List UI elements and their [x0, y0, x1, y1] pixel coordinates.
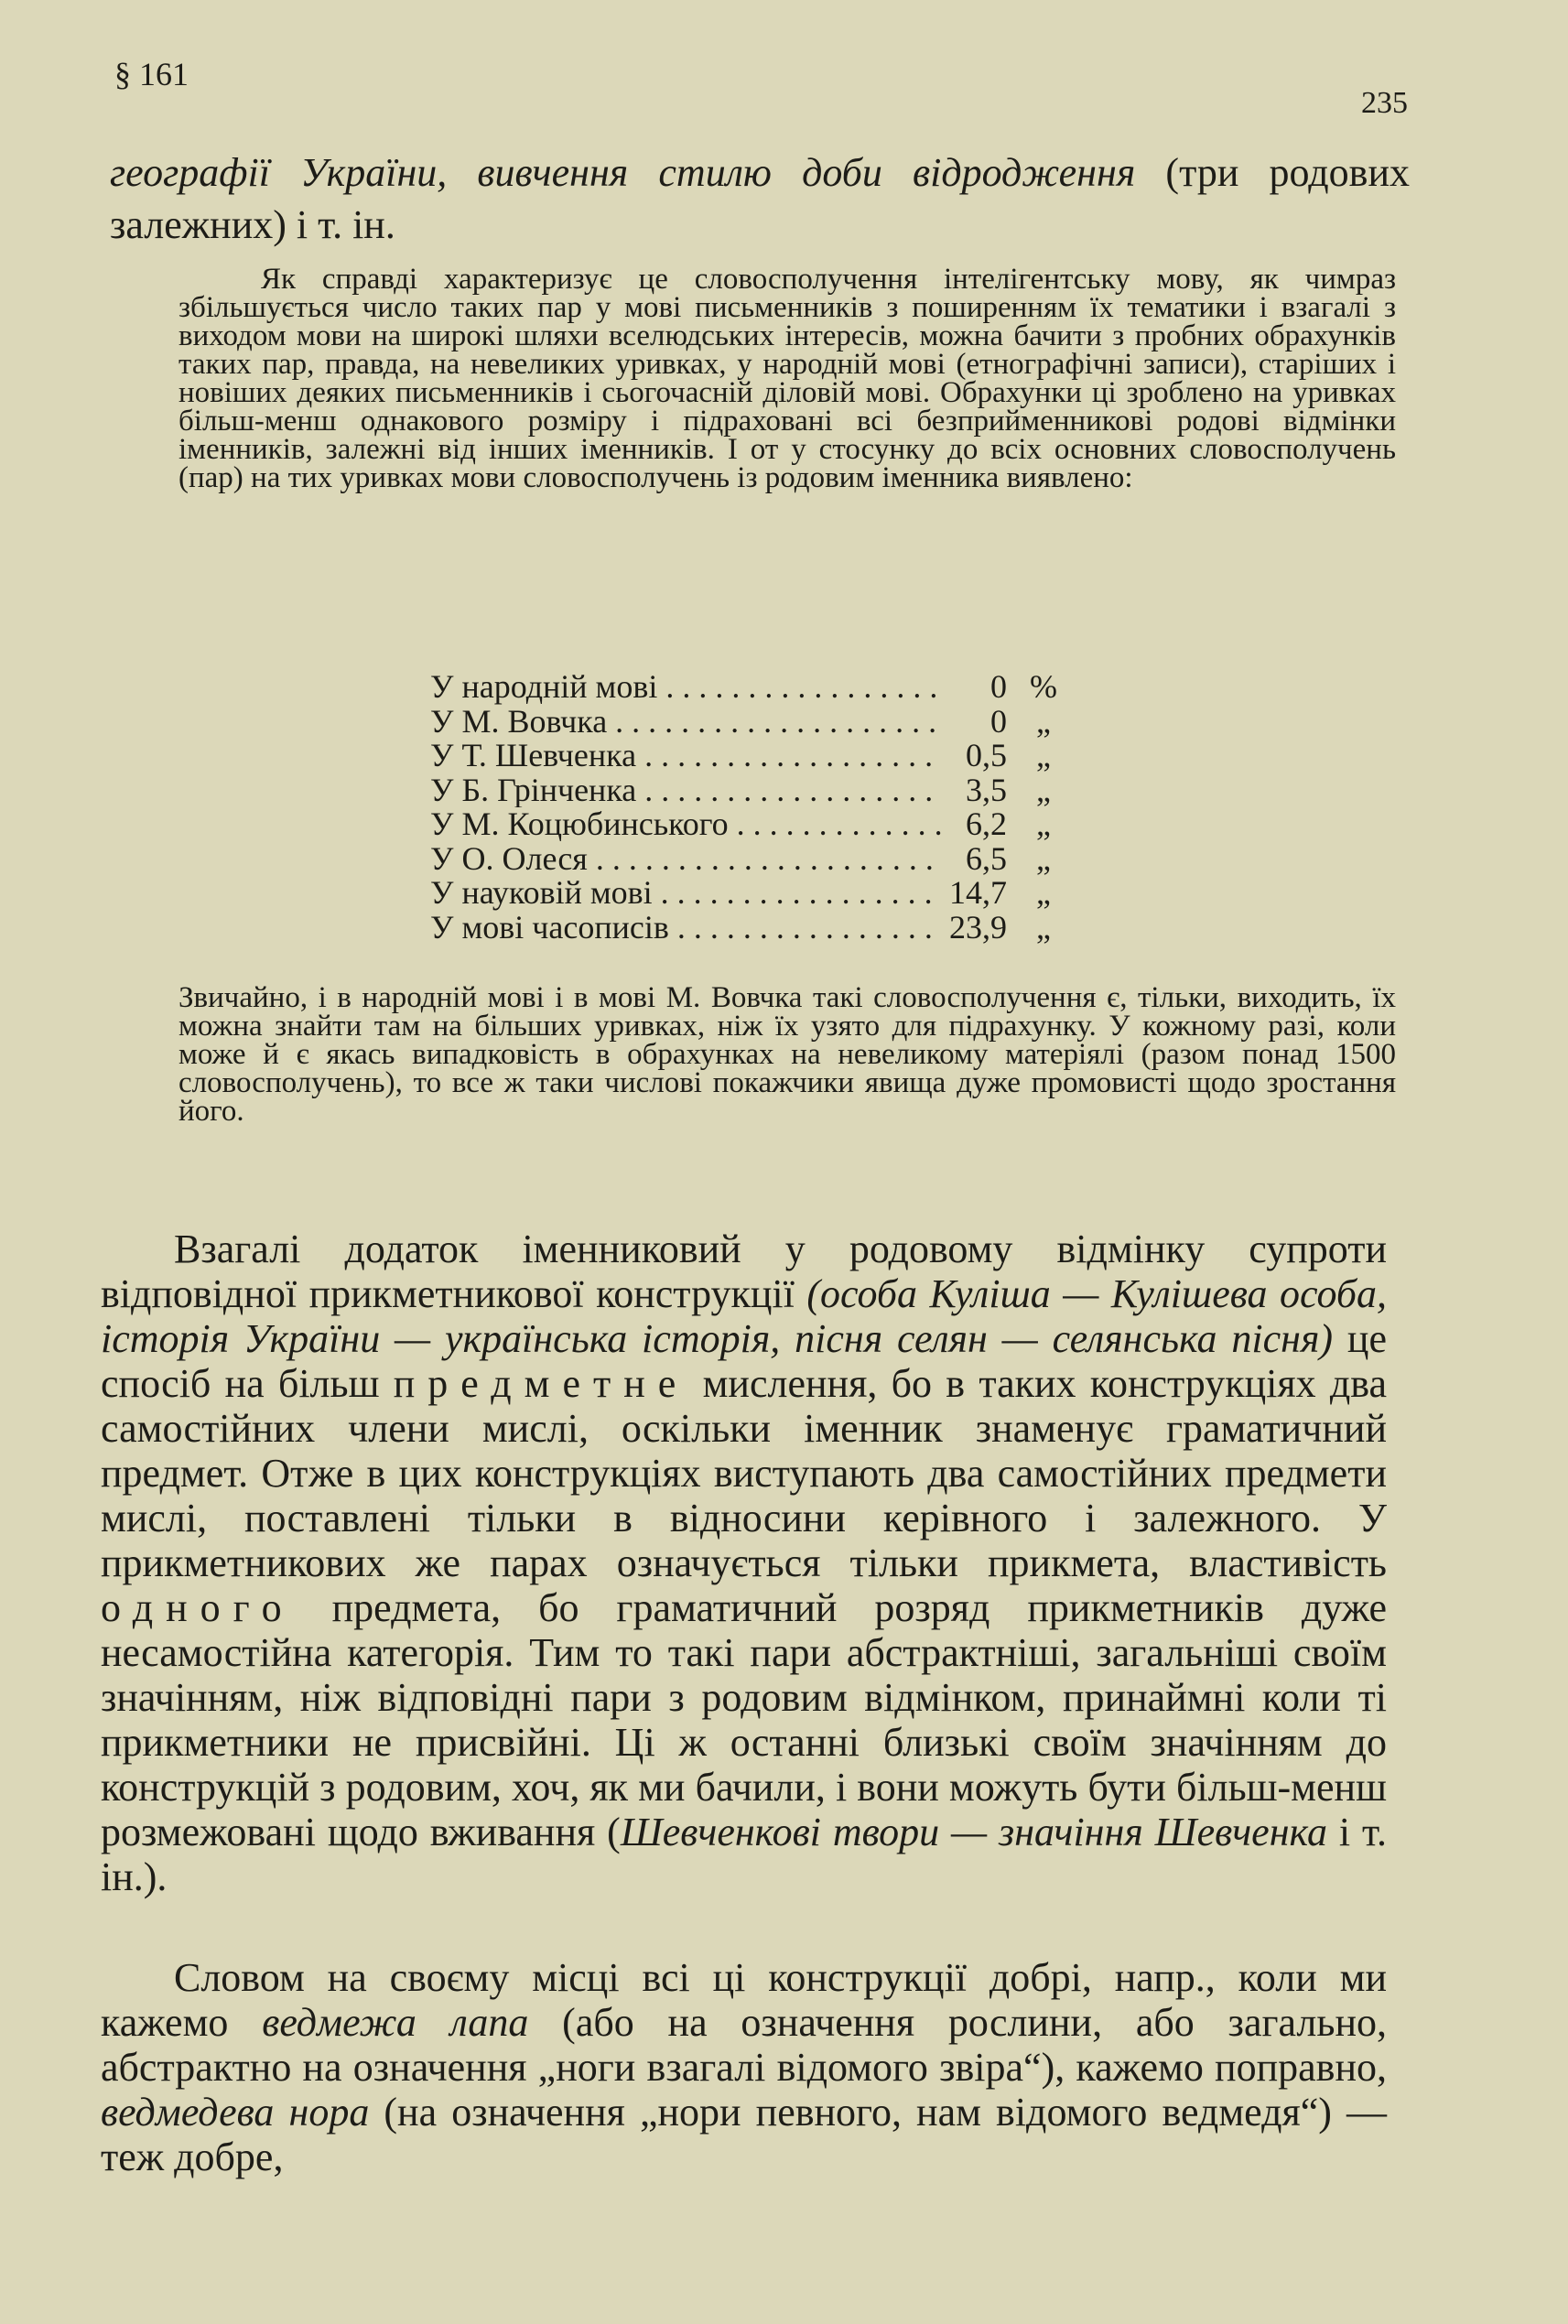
stats-value: 0	[990, 668, 1007, 705]
small-print-paragraph: Як справді характеризує це словосполучення інтелігентську мову, як чимраз збільшується число таких пар у мові письменників з поширенням їх тематики і взагалі з виходом мови на широкі шляхи вселюдських інтересів, можна бачити з пробних обрахунків таких пар, правда, на невеликих уривках, у народній мові (етнографічні записи), старіших і новіших деяких письменників і сьогочасній діловій мові. Обрахунки ці зроблено на уривках більш-менш однакового розміру і підраховані всі безприйменникові родові відмінки іменників, залежні від інших іменників. І от у стосунку до всіх основних словосполучень (пар) на тих уривках мови словосполучень із родовим іменника виявлено:	[178, 263, 1396, 494]
stats-row	[430, 839, 1089, 877]
stats-unit: „	[1036, 702, 1051, 740]
paragraph-text: це спосіб на більш	[101, 1316, 1387, 1406]
stats-value: 0	[990, 702, 1007, 740]
stats-row	[430, 908, 1089, 946]
italic-example: ведмедева нора	[101, 2090, 370, 2135]
stats-row	[430, 807, 1089, 842]
stats-row	[430, 670, 1089, 705]
stats-value: 3,5	[966, 771, 1007, 808]
stats-unit: „	[1036, 737, 1051, 773]
stats-unit: „	[1036, 771, 1051, 808]
section-number: § 161	[114, 56, 189, 92]
stats-row	[430, 773, 1089, 808]
stats-label: У науковій мові . . .	[430, 876, 943, 911]
body-paragraph-2	[101, 1955, 1387, 2179]
stats-unit: „	[1036, 805, 1051, 842]
italic-example: ведмежа лапа	[262, 2000, 529, 2045]
stats-label: У Б. Грінченка . . .	[430, 773, 943, 808]
paragraph-text: (або на означення рослини, або загально, абстрактно на означення „ноги взагалі відомого звіра“), кажемо поправно,	[101, 2000, 1388, 2090]
paragraph-text: предмета, бо граматичний розряд прикметників дуже несамостійна категорія. Тим то такі пари абстрактніші, загальніші своїм значінням, ніж відповідні пари з родовим відмінком, принаймні коли ті прикметники не присвійні. Ці ж останні близькі своїм значінням до конструкцій з родовим, хоч, як ми бачили, і вони можуть бути більш-менш розмежовані щодо вживання (	[101, 1585, 1387, 1854]
stats-label: У народній мові . . .	[430, 670, 943, 705]
statistics-table	[430, 670, 1089, 945]
stats-unit: „	[1036, 874, 1051, 911]
stats-label: У М. Вовчка . . .	[430, 705, 943, 740]
stats-value: 23,9	[949, 908, 1007, 946]
page-number: 235	[1361, 86, 1408, 120]
stats-value: 0,5	[966, 737, 1007, 773]
stats-unit: „	[1036, 839, 1051, 877]
stats-row	[430, 702, 1089, 740]
stats-value: 6,5	[966, 839, 1007, 877]
paragraph-text: і т. ін.).	[101, 1810, 1387, 1899]
italic-examples: Шевченкові твори — значіння Шевченка	[620, 1810, 1328, 1854]
spaced-emphasis: одного	[101, 1585, 295, 1630]
stats-value: 6,2	[966, 805, 1007, 842]
stats-value: 14,7	[949, 874, 1007, 911]
small-print-paragraph-2: Звичайно, і в народній мові і в мові М. Вовчка такі словосполучення є, тільки, виходить, їх можна знайти там на більших уривках, ніж їх узято для підрахунку. У кожному разі, коли може й є якась випадковість в обрахунках на невеликому матеріялі (разом понад 1500 словосполучень), то все ж таки числові покажчики явища дуже промовисті щодо зростання його.	[178, 981, 1396, 1128]
stats-unit: %	[1030, 668, 1057, 705]
paragraph-text: Взагалі додаток іменниковий у родовому відмінку супроти відповідної прикметникової конструкції	[101, 1227, 1387, 1316]
paragraph-text: (три родових залежних) і т. ін.	[110, 150, 1410, 247]
continued-paragraph	[110, 146, 1410, 251]
stats-label: У Т. Шевченка . . .	[430, 739, 943, 773]
stats-row	[430, 739, 1089, 773]
stats-label: У мові часописів . . .	[430, 911, 943, 946]
stats-unit: „	[1036, 908, 1051, 946]
spaced-emphasis: предметне	[393, 1361, 689, 1406]
stats-label: У О. Олеся . . .	[430, 842, 943, 877]
italic-examples: (особа Куліша — Кулішева особа, історія України — українська історія, пісня селян — селянська пісня)	[101, 1271, 1387, 1361]
paragraph-text: (на означення „нори певного, нам відомого ведмедя“) — теж добре,	[101, 2090, 1387, 2179]
paragraph-text: Словом на своєму місці всі ці конструкції добрі, напр., коли ми кажемо	[101, 1955, 1387, 2045]
paragraph-text: мислення, бо в таких конструкціях два самостійних члени мислі, оскільки іменник знаменує граматичний предмет. Отже в цих конструкціях виступають два самостійних предмети мислі, поставлені тільки в відносини керівного і залежного. У прикметникових же парах означується тільки прикмета, властивість	[101, 1361, 1388, 1585]
italic-phrase: географії України, вивчення стилю доби відродження	[110, 150, 1136, 195]
stats-label: У М. Коцюбинського . . .	[430, 807, 943, 842]
stats-row	[430, 876, 1089, 911]
body-paragraph	[101, 1227, 1387, 1899]
